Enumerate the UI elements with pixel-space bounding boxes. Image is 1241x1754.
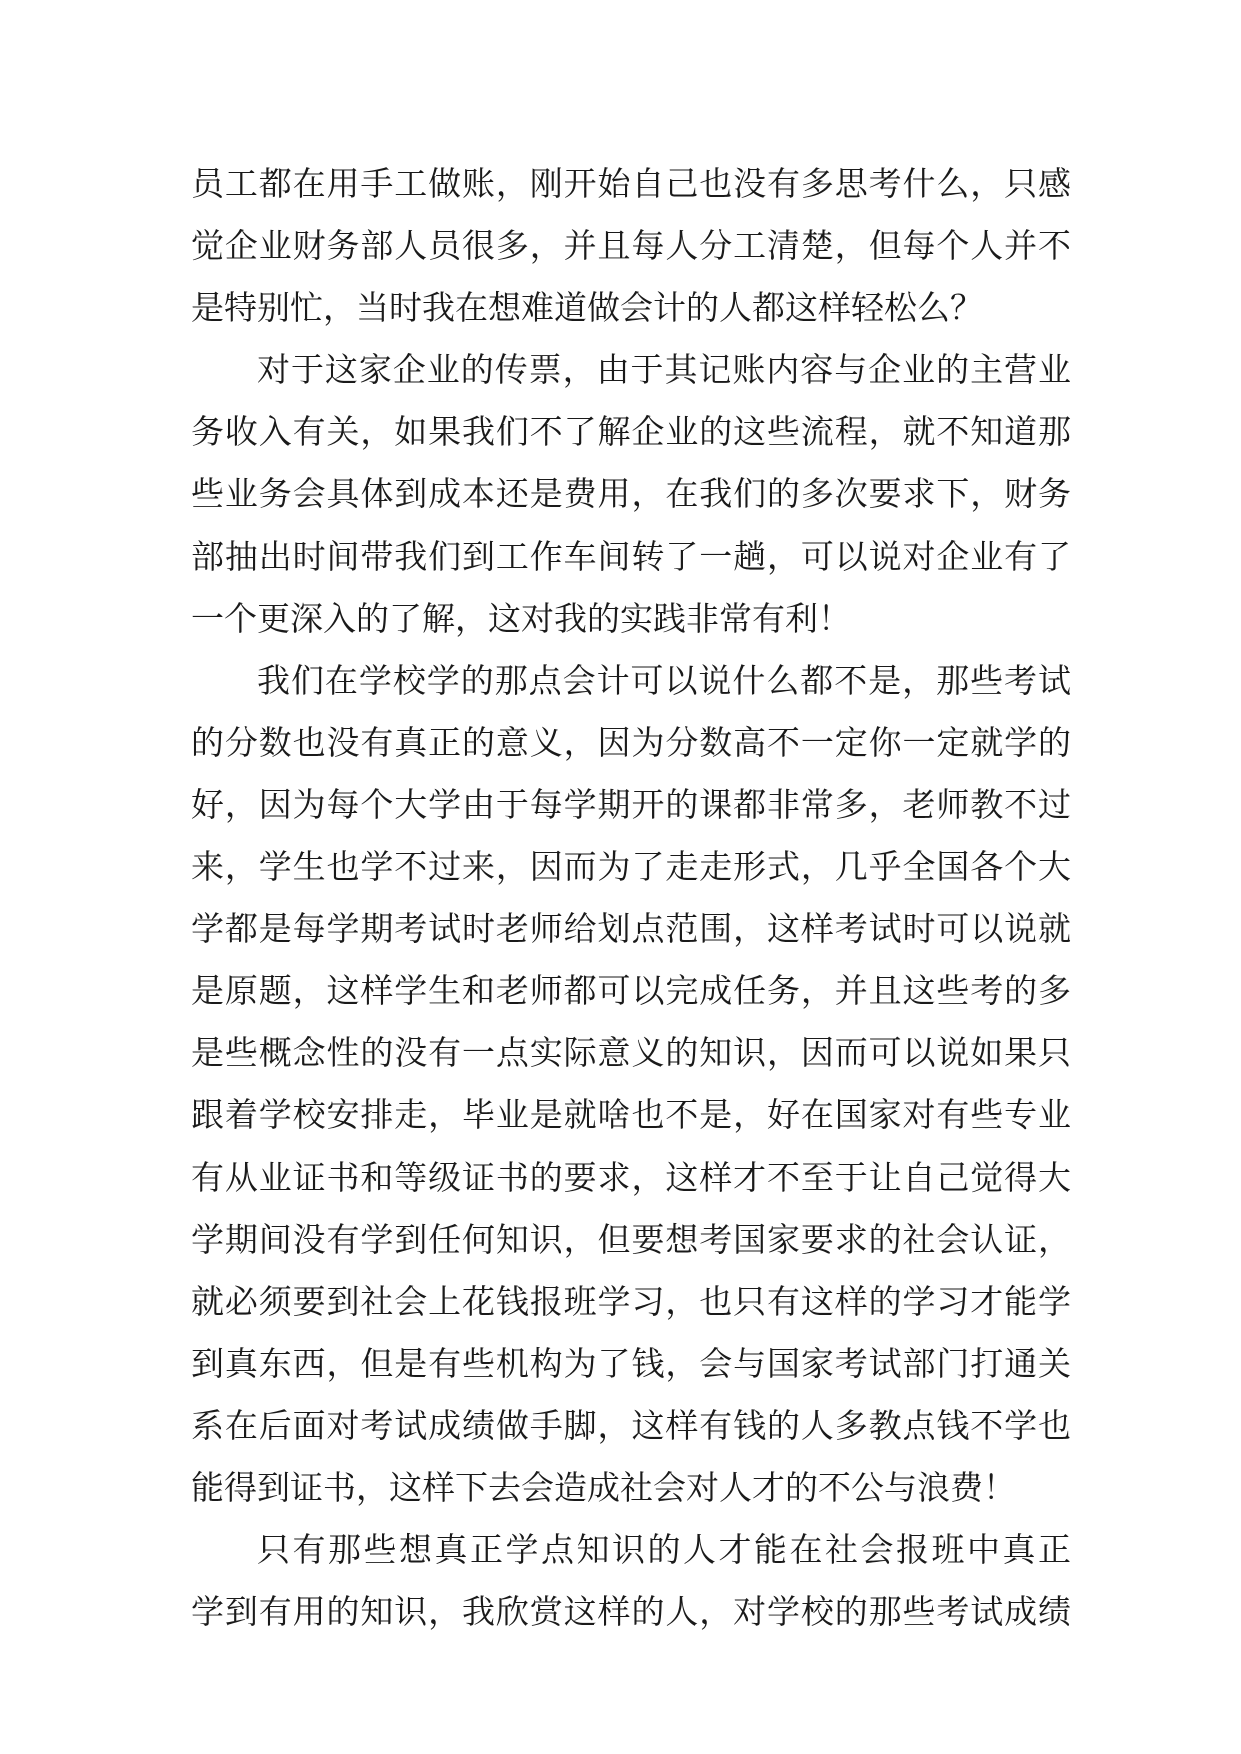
text-line: 系在后面对考试成绩做手脚，这样有钱的人多教点钱不学也: [191, 1405, 1071, 1445]
text-line: 觉企业财务部人员很多，并且每人分工清楚，但每个人并不: [191, 226, 1071, 266]
text-line: 务收入有关，如果我们不了解企业的这些流程，就不知道那: [191, 412, 1071, 452]
text-line: 学到有用的知识，我欣赏这样的人，对学校的那些考试成绩: [191, 1592, 1071, 1632]
text-line: 就必须要到社会上花钱报班学习，也只有这样的学习才能学: [191, 1281, 1071, 1321]
text-line: 学都是每学期考试时老师给划点范围，这样考试时可以说就: [191, 909, 1071, 949]
text-line: 员工都在用手工做账，刚开始自己也没有多思考什么，只感: [191, 164, 1071, 203]
text-line: 些业务会具体到成本还是费用，在我们的多次要求下，财务: [191, 474, 1071, 514]
text-line: 能得到证书，这样下去会造成社会对人才的不公与浪费！: [191, 1467, 1016, 1507]
text-line: 部抽出时间带我们到工作车间转了一趟，可以说对企业有了: [191, 536, 1071, 576]
text-line: 学期间没有学到任何知识，但要想考国家要求的社会认证，: [191, 1219, 1071, 1259]
text-line: 对于这家企业的传票，由于其记账内容与企业的主营业: [257, 350, 1071, 390]
body-text: [191, 153, 1071, 1643]
text-line: 的分数也没有真正的意义，因为分数高不一定你一定就学的: [191, 722, 1071, 762]
text-line: 到真东西，但是有些机构为了钱，会与国家考试部门打通关: [191, 1343, 1071, 1383]
text-line: 来，学生也学不过来，因而为了走走形式，几乎全国各个大: [191, 847, 1071, 887]
text-line: 是特别忙，当时我在想难道做会计的人都这样轻松么？: [191, 288, 983, 328]
text-line: 好，因为每个大学由于每学期开的课都非常多，老师教不过: [191, 784, 1071, 824]
text-line: 跟着学校安排走，毕业是就啥也不是，好在国家对有些专业: [191, 1095, 1071, 1135]
text-line: 我们在学校学的那点会计可以说什么都不是，那些考试: [257, 660, 1071, 700]
text-line: 是原题，这样学生和老师都可以完成任务，并且这些考的多: [191, 971, 1071, 1011]
text-line: 一个更深入的了解，这对我的实践非常有利！: [191, 598, 851, 638]
text-line: 有从业证书和等级证书的要求，这样才不至于让自己觉得大: [191, 1157, 1071, 1197]
text-line: 是些概念性的没有一点实际意义的知识，因而可以说如果只: [191, 1033, 1071, 1073]
text-line: 只有那些想真正学点知识的人才能在社会报班中真正: [257, 1530, 1071, 1570]
